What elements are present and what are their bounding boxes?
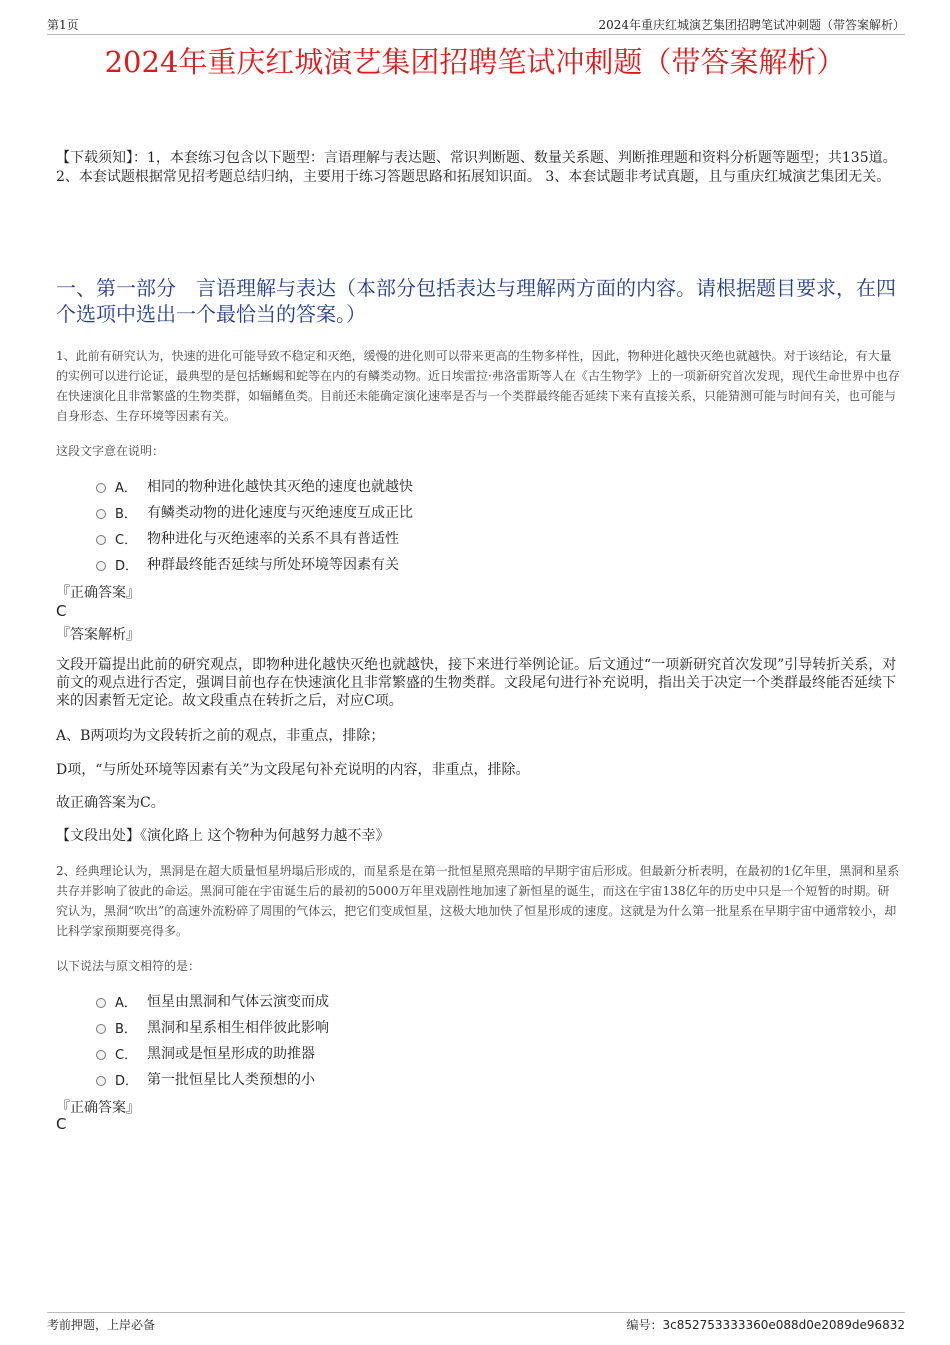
- question-2-options: [96, 988, 329, 1092]
- option-letter: B．: [115, 506, 137, 522]
- radio-icon[interactable]: [96, 1024, 106, 1034]
- radio-icon[interactable]: [96, 1050, 106, 1060]
- option-c[interactable]: [96, 525, 413, 551]
- document-code: [627, 1316, 906, 1333]
- option-letter: B．: [115, 1021, 137, 1037]
- page-number: 第1页: [47, 18, 79, 32]
- analysis-line: D项，“与所处环境等因素有关”为文段尾句补充说明的内容，非重点，排除。: [56, 762, 530, 778]
- option-text: 有鳞类动物的进化速度与灭绝速度互成正比: [147, 505, 413, 521]
- option-letter: C．: [115, 1047, 138, 1063]
- option-text: 黑洞或是恒星形成的助推器: [147, 1046, 315, 1062]
- option-text: 种群最终能否延续与所处环境等因素有关: [147, 557, 399, 573]
- radio-icon[interactable]: [96, 483, 106, 493]
- page-title: 2024年重庆红城演艺集团招聘笔试冲刺题（带答案解析）: [104, 45, 846, 79]
- option-letter: A．: [115, 480, 137, 496]
- radio-icon[interactable]: [96, 998, 106, 1008]
- footer-slogan: 考前押题，上岸必备: [47, 1318, 156, 1332]
- code-value: 3c852753333360e088d0e2089de96832: [662, 1318, 905, 1332]
- option-c[interactable]: [96, 1040, 329, 1066]
- radio-icon[interactable]: [96, 561, 106, 571]
- option-d[interactable]: [96, 551, 413, 577]
- question-2-prompt: 以下说法与原文相符的是：: [56, 959, 201, 973]
- page-footer: [47, 1312, 905, 1332]
- option-b[interactable]: [96, 499, 413, 525]
- option-text: 恒星由黑洞和气体云演变而成: [147, 994, 329, 1010]
- option-letter: D．: [115, 1073, 139, 1089]
- option-letter: C．: [115, 532, 138, 548]
- radio-icon[interactable]: [96, 535, 106, 545]
- option-a[interactable]: [96, 473, 413, 499]
- question-1-text: 1、此前有研究认为，快速的进化可能导致不稳定和灭绝，缓慢的进化则可以带来更高的生物多样性，因此，物种进化越快灭绝也就越快。对于该结论，有大量的实例可以进行论证，最典型的是包括蜥蜴和蛇等在内的有鳞类动物。近日埃雷拉·弗洛雷斯等人在《古生物学》上的一项新研究首次发现，现代生命世界中也存在快速演化且非常繁盛的生物类群，如辐鳍鱼类。目前还未能确定演化速率是否与一个类群最终能否延续下来有直接关系，只能猜测可能与时间有关，也可能与自身形态、生存环境等因素有关。: [56, 349, 900, 423]
- section-heading: 一、第一部分 言语理解与表达（本部分包括表达与理解两方面的内容。请根据题目要求，在四个选项中选出一个最恰当的答案。）: [56, 276, 896, 326]
- source-citation: 【文段出处】《演化路上 这个物种为何越努力越不幸》: [56, 828, 390, 844]
- analysis-label: 『答案解析』: [56, 627, 140, 643]
- option-text: 物种进化与灭绝速率的关系不具有普适性: [147, 531, 399, 547]
- option-text: 黑洞和星系相生相伴彼此影响: [147, 1020, 329, 1036]
- radio-icon[interactable]: [96, 1076, 106, 1086]
- radio-icon[interactable]: [96, 509, 106, 519]
- correct-answer: C: [56, 1115, 67, 1133]
- question-2-text: 2、经典理论认为，黑洞是在超大质量恒星坍塌后形成的，而星系是在第一批恒星照亮黑暗的早期宇宙后形成。但最新分析表明，在最初的1亿年里，黑洞和星系共存并影响了彼此的命运。黑洞可能在宇宙诞生后的最初的5000万年里戏剧性地加速了新恒星的诞生，而这在宇宙138亿年的历史中只是一个短暂的时期。研究认为，黑洞“吹出”的高速外流粉碎了周围的气体云，把它们变成恒星，这极大地加快了恒星形成的速度。这就是为什么第一批星系在早期宇宙中通常较小，却比科学家预期要亮得多。: [56, 864, 900, 938]
- analysis-paragraph: 文段开篇提出此前的研究观点，即物种进化越快灭绝也就越快，接下来进行举例论证。后文通过“一项新研究首次发现”引导转折关系，对前文的观点进行否定，强调目前也存在快速演化且非常繁盛的生物类群。文段尾句进行补充说明，指出关于决定一个类群最终能否延续下来的因素暂无定论。故文段重点在转折之后，对应C项。: [56, 657, 897, 709]
- download-notice: 【下载须知】：1，本套练习包含以下题型：言语理解与表达题、常识判断题、数量关系题、判断推理题和资料分析题等题型；共135道。 2、本套试题根据常见招考题总结归纳，主要用于练习答题思路和拓展知识面。 3、本套试题非考试真题，且与重庆红城演艺集团无关。: [56, 150, 897, 185]
- option-letter: A．: [115, 995, 137, 1011]
- correct-answer: C: [56, 602, 67, 620]
- code-label: 编号：: [626, 1318, 663, 1332]
- header-doc-title: 2024年重庆红城演艺集团招聘笔试冲刺题（带答案解析）: [598, 18, 905, 32]
- option-d[interactable]: [96, 1066, 329, 1092]
- question-1-prompt: 这段文字意在说明：: [56, 444, 165, 458]
- page-header: [47, 14, 905, 35]
- option-letter: D．: [115, 558, 139, 574]
- correct-answer-label: 『正确答案』: [56, 1100, 140, 1116]
- option-b[interactable]: [96, 1014, 329, 1040]
- question-1-options: [96, 473, 413, 577]
- correct-answer-label: 『正确答案』: [56, 585, 140, 601]
- option-text: 第一批恒星比人类预想的小: [147, 1072, 315, 1088]
- analysis-line: A、B两项均为文段转折之前的观点，非重点，排除；: [56, 728, 385, 744]
- analysis-conclusion: 故正确答案为C。: [56, 795, 165, 811]
- option-text: 相同的物种进化越快其灭绝的速度也就越快: [147, 479, 413, 495]
- option-a[interactable]: [96, 988, 329, 1014]
